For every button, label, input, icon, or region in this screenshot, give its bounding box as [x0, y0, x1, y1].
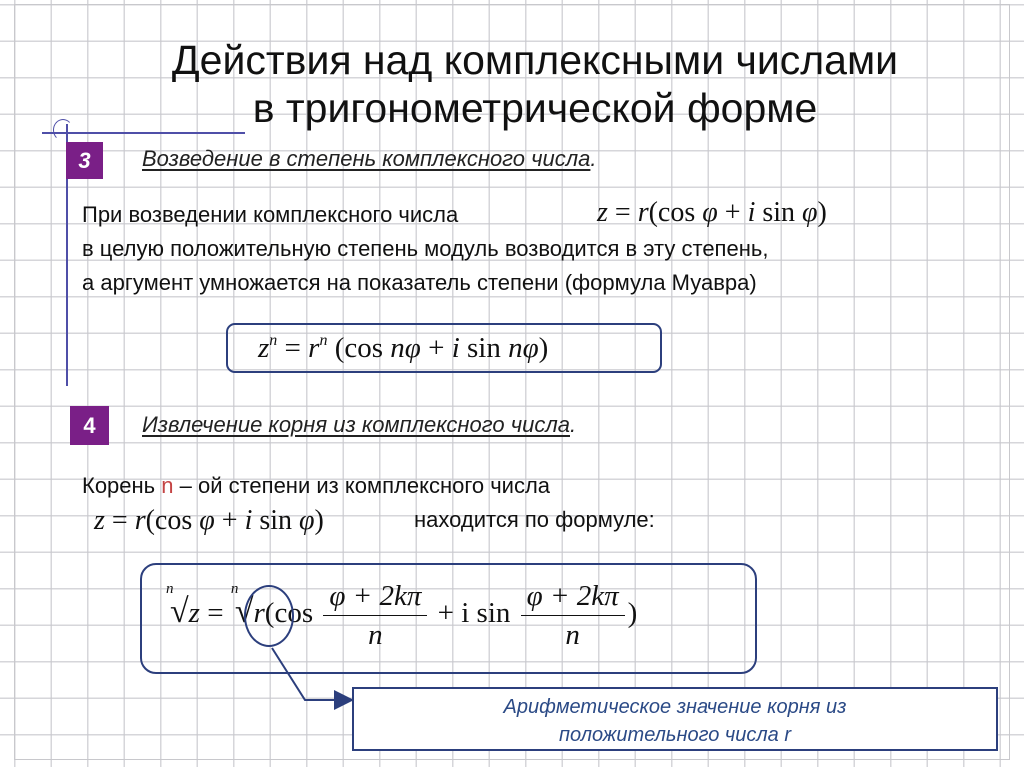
- formula-text: z = r(cos φ + i sin φ): [94, 505, 324, 536]
- section-heading-period: .: [590, 146, 597, 171]
- moivre-formula-box: [226, 323, 662, 373]
- moivre-formula: $z^n = r^n$ (cos nφ + i sin nφ): [258, 332, 549, 364]
- paragraph-text: – ой степени из комплексного числа: [173, 473, 551, 498]
- nth-root-r: n √r: [230, 581, 265, 631]
- paragraph-line: [82, 469, 550, 503]
- decorative-horizontal-rule: [42, 132, 245, 134]
- slide-title-line1: Действия над комплексными числами: [171, 37, 899, 83]
- callout-line: положительного числа r: [559, 724, 791, 746]
- root-formula: n √z = n √r(cos $\frac{\varphi + 2k\pi}{n}$ + i sin $\frac{\varphi + 2k\pi}{n}$ ): [166, 577, 637, 654]
- formula-text: z = r(cos φ + i sin φ): [597, 197, 827, 228]
- paragraph-line: При возведении комплексного числа: [82, 202, 459, 227]
- fraction: $\frac{\varphi + 2k\pi}{n}$: [323, 577, 427, 654]
- section-heading-text: Возведение в степень комплексного числа: [142, 146, 591, 171]
- section-number-badge: 4: [70, 406, 109, 445]
- paragraph-text: Корень: [82, 473, 162, 498]
- section-number-badge: 3: [66, 142, 103, 179]
- paragraph-line: в целую положительную степень модуль возводится в эту степень,: [82, 236, 769, 261]
- highlight-circle: [244, 585, 294, 647]
- decorative-corner-arc: [53, 119, 73, 141]
- root-formula-box: [140, 563, 757, 674]
- callout-box: [352, 687, 998, 751]
- nth-root-z: n √z: [166, 581, 200, 631]
- n-symbol: n: [161, 473, 174, 498]
- section-heading-period: .: [570, 412, 577, 437]
- paragraph-line: а аргумент умножается на показатель степени (формула Муавра): [82, 270, 757, 295]
- complex-number-formula: [597, 197, 827, 229]
- section-heading: [142, 146, 597, 172]
- complex-number-formula: [94, 505, 324, 537]
- slide-title-line2: в тригонометрической форме: [252, 85, 818, 131]
- fraction: $\frac{\varphi + 2k\pi}{n}$: [521, 577, 625, 654]
- paragraph-line: находится по формуле:: [414, 507, 655, 532]
- section-heading-text: Извлечение корня из комплексного числа: [142, 412, 570, 437]
- callout-line: Арифметическое значение корня из: [503, 696, 847, 718]
- section-heading: [142, 412, 576, 438]
